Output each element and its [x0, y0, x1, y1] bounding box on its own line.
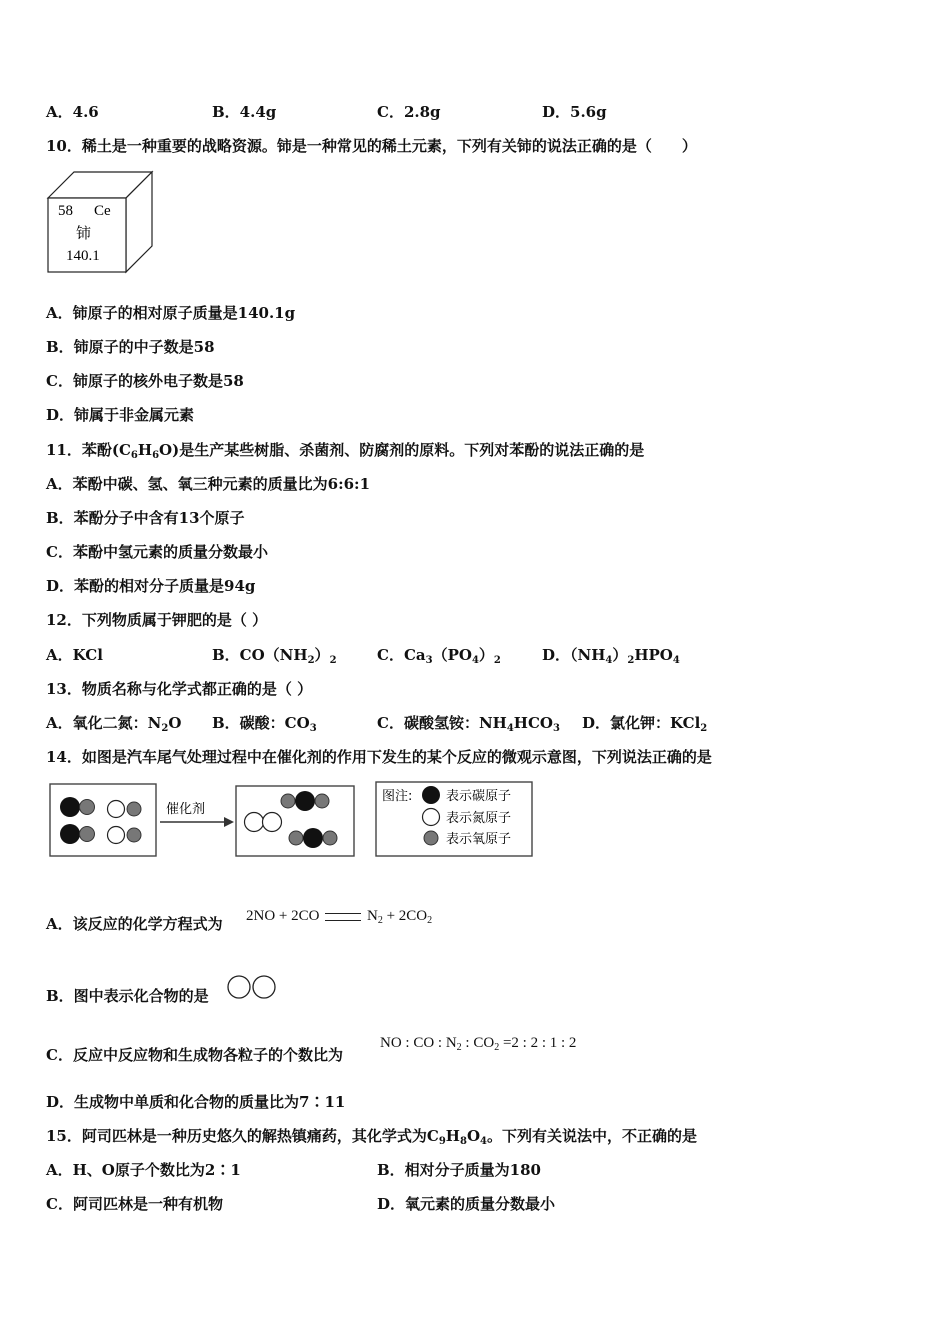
q11-stem: 11．苯酚$(C_6H_6O)$是生产某些树脂、杀菌剂、防腐剂的原料。下列对苯酚的说法正确的是: [46, 441, 645, 461]
q15-option-b: B．相对分子质量为180: [377, 1161, 541, 1179]
q12-stem: 12．下列物质属于钾肥的是（ ）: [46, 611, 268, 629]
q13-stem: 13．物质名称与化学式都正确的是（ ）: [46, 680, 313, 698]
oxygen-atom: [80, 800, 95, 815]
q15-option-a: A．H、O原子个数比为2∶1: [46, 1161, 241, 1179]
q14-option-b: B．图中表示化合物的是: [46, 987, 209, 1005]
legend-carbon: 表示碳原子: [446, 789, 512, 804]
carbon-atom: [303, 828, 323, 848]
oxygen-atom: [289, 831, 303, 845]
element-symbol: Ce: [94, 203, 111, 219]
q14-option-a: A．该反应的化学方程式为: [46, 915, 223, 933]
q14-option-d: D．生成物中单质和化合物的质量比为7∶11: [46, 1093, 346, 1111]
q11-option-b: B．苯酚分子中含有13个原子: [46, 509, 245, 527]
reaction-diagram: [46, 778, 536, 860]
q10-stem: 10．稀土是一种重要的战略资源。铈是一种常见的稀土元素，下列有关铈的说法正确的是（ ）: [46, 137, 697, 155]
q15-stem: 15．阿司匹林是一种历史悠久的解热镇痛药，其化学式为$C_9H_8O_4$。下列有关说法中，不正确的是: [46, 1127, 698, 1147]
element-number: 58: [58, 203, 73, 219]
q15-option-c: C．阿司匹林是一种有机物: [46, 1195, 223, 1213]
q14-option-a-equation: 2NO + 2CO $N_2 + 2CO_2$: [246, 908, 433, 926]
q15-option-d: D．氧元素的质量分数最小: [377, 1195, 556, 1213]
oxygen-atom: [323, 831, 337, 845]
element-mass: 140.1: [66, 248, 100, 264]
nitrogen-atom: [263, 813, 282, 832]
q10-option-c: C．铈原子的核外电子数是58: [46, 372, 244, 390]
q11-option-c: C．苯酚中氢元素的质量分数最小: [46, 543, 268, 561]
arrow-head: [224, 817, 234, 827]
legend-nitrogen: 表示氮原子: [446, 811, 512, 826]
element-name: 铈: [76, 224, 92, 242]
q10-option-a: A．铈原子的相对原子质量是140.1g: [46, 304, 296, 322]
q13-option-d: D．氯化钾：KCl$_2$: [582, 714, 708, 734]
q13-option-c: C．碳酸氢铵：$NH_4HCO_3$: [377, 714, 560, 734]
legend-title: 图注:: [382, 789, 413, 804]
q11-option-a: A．苯酚中碳、氢、氧三种元素的质量比为6:6:1: [46, 475, 371, 493]
q14-option-c: C．反应中反应物和生成物各粒子的个数比为: [46, 1046, 343, 1064]
oxygen-atom: [315, 794, 329, 808]
q12-option-c: C．$Ca_3(PO_4)_2$: [377, 646, 501, 666]
element-card-figure: [44, 168, 156, 274]
q12-option-a: A．KCl: [46, 646, 103, 664]
q12-option-b: B．$CO(NH_2)_2$: [212, 646, 337, 666]
q14-option-c-ratio: NO : CO : $N_2$ : $CO_2 =2$ : 2 : 1 : 2: [380, 1035, 577, 1053]
q14-stem: 14．如图是汽车尾气处理过程中在催化剂的作用下发生的某个反应的微观示意图，下列说法正确的是: [46, 748, 712, 766]
legend-nitrogen-icon: [423, 809, 440, 826]
carbon-atom: [60, 797, 80, 817]
q9-option-d: D．5.6g: [542, 103, 607, 121]
nitrogen-atom: [108, 801, 125, 818]
q10-option-b: B．铈原子的中子数是58: [46, 338, 215, 356]
catalyst-label: 催化剂: [166, 802, 206, 817]
q9-option-b: B．4.4g: [212, 103, 277, 121]
q12-option-d: D．$(NH_4)_2HPO_4$: [542, 646, 680, 666]
q11-option-d: D．苯酚的相对分子质量是94g: [46, 577, 256, 595]
oxygen-atom: [281, 794, 295, 808]
q13-option-b: B．碳酸：$CO_3$: [212, 714, 317, 734]
carbon-atom: [295, 791, 315, 811]
oxygen-atom: [80, 827, 95, 842]
q10-option-d: D．铈属于非金属元素: [46, 406, 195, 424]
oxygen-atom: [127, 828, 141, 842]
q9-option-c: C．2.8g: [377, 103, 441, 121]
nitrogen-atom: [245, 813, 264, 832]
equals-double-line: [325, 913, 361, 921]
legend-oxygen-icon: [424, 831, 438, 845]
legend-oxygen: 表示氧原子: [446, 832, 512, 847]
nitrogen-atom: [108, 827, 125, 844]
legend-carbon-icon: [422, 786, 440, 804]
n2-molecule-figure: [226, 973, 280, 1001]
oxygen-atom: [127, 802, 141, 816]
q9-option-a: A．4.6: [46, 103, 99, 121]
carbon-atom: [60, 824, 80, 844]
reactant-box: [50, 784, 156, 856]
q13-option-a: A．氧化二氮：$N_2O$: [46, 714, 182, 734]
